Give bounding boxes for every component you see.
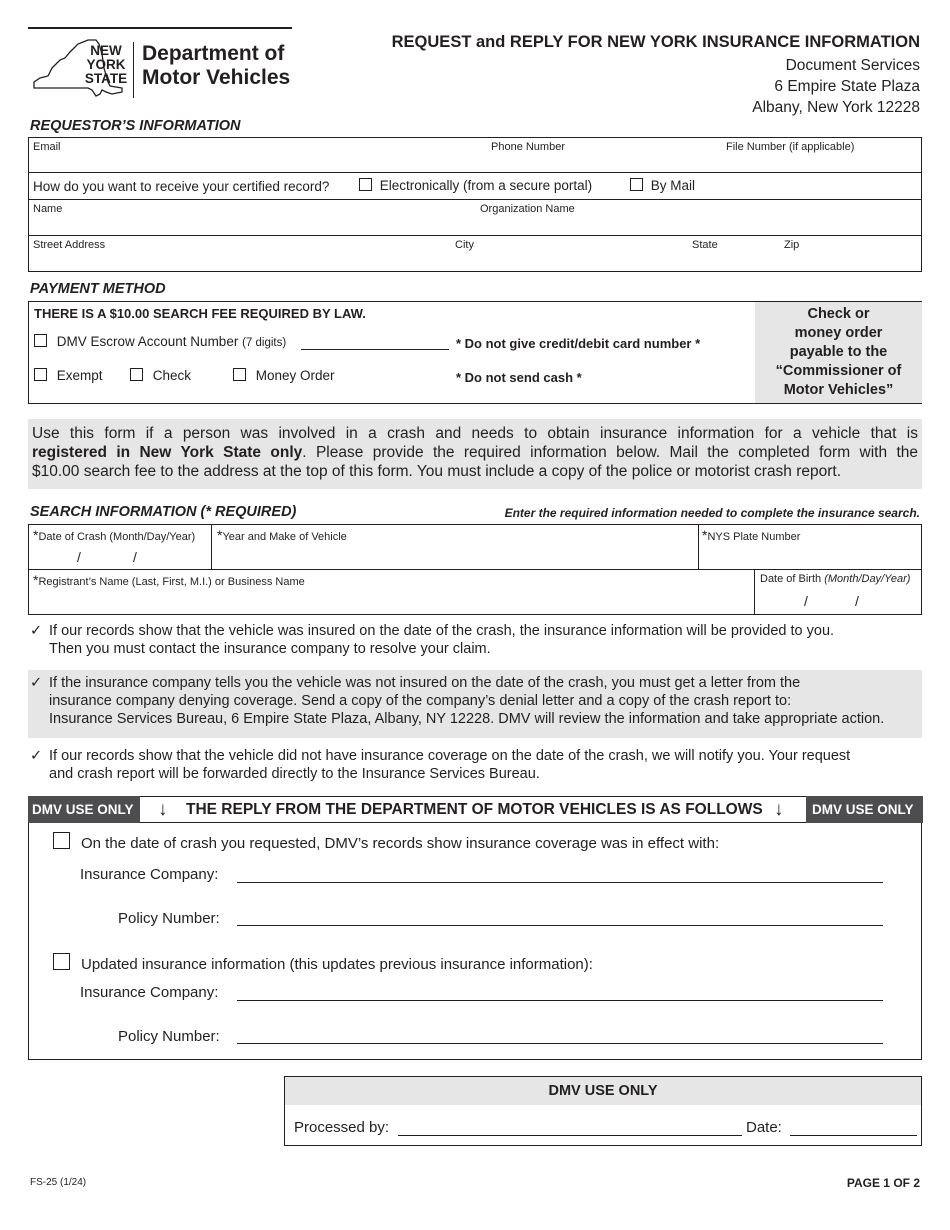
- mail-checkbox[interactable]: [630, 178, 643, 191]
- phone-field[interactable]: Phone Number: [491, 141, 565, 153]
- arrow-down-icon: ↓: [774, 799, 784, 820]
- form-title: REQUEST and REPLY FOR NEW YORK INSURANCE INFORMATION: [391, 33, 920, 51]
- payment-section: [28, 301, 922, 404]
- exempt-checkbox[interactable]: [34, 368, 47, 381]
- logo-state: NEW YORK STATE: [84, 43, 128, 86]
- policy-number-input-2[interactable]: [237, 1043, 883, 1044]
- zip-field[interactable]: Zip: [784, 239, 800, 251]
- bullet-no-coverage: ✓ If our records show that the vehicle did not have insurance coverage on the date of the crash, we will notify you. Your request and crash report will be forwarded directly to the Insurance Services Bureau.: [30, 748, 851, 782]
- insurance-company-input-2[interactable]: [237, 1000, 883, 1001]
- processed-date-label: Date:: [746, 1119, 782, 1136]
- processed-date-input[interactable]: [790, 1135, 917, 1136]
- checkmark-icon: ✓: [30, 748, 43, 764]
- checkmark-icon: ✓: [30, 623, 43, 639]
- crash-date-separator-1: /: [77, 549, 81, 565]
- organization-field[interactable]: Organization Name: [480, 203, 575, 215]
- updated-statement: Updated insurance information (this updates previous insurance information):: [81, 956, 593, 973]
- check-option[interactable]: Check: [130, 368, 191, 383]
- coverage-statement: On the date of crash you requested, DMV’s records show insurance coverage was in effect with:: [81, 835, 720, 852]
- dmv-reply-section: [28, 796, 922, 1060]
- escrow-checkbox[interactable]: [34, 334, 47, 347]
- arrow-down-icon: ↓: [158, 799, 168, 820]
- search-heading: SEARCH INFORMATION (* REQUIRED): [30, 504, 297, 520]
- dmv-use-only-right: DMV USE ONLY: [806, 796, 923, 823]
- dob-field[interactable]: Date of Birth (Month/Day/Year): [760, 573, 911, 585]
- bullet-not-insured: ✓ If the insurance company tells you the vehicle was not insured on the date of the crash, you must get a letter from the insurance company denying coverage. Send a copy of the company’s denial letter and a copy of the crash report to: Insurance Services Bureau, 6 Empire State Plaza, Albany, NY 12228. DMV will review the information and take appropriate action.: [28, 670, 922, 738]
- electronic-checkbox[interactable]: [359, 178, 372, 191]
- state-field[interactable]: State: [692, 239, 718, 251]
- crash-date-field[interactable]: *Date of Crash (Month/Day/Year): [33, 527, 196, 543]
- mailing-address: Document Services 6 Empire State Plaza Albany, New York 12228: [752, 57, 920, 116]
- checkmark-icon: ✓: [30, 675, 43, 691]
- city-field[interactable]: City: [455, 239, 474, 251]
- page-number: PAGE 1 OF 2: [846, 1176, 920, 1190]
- payment-heading: PAYMENT METHOD: [30, 281, 166, 297]
- no-card-warning: * Do not give credit/debit card number *: [456, 336, 701, 351]
- plate-field[interactable]: *NYS Plate Number: [702, 527, 801, 543]
- delivery-question: How do you want to receive your certified record?: [33, 179, 330, 194]
- money-order-option[interactable]: Money Order: [233, 368, 335, 383]
- escrow-option[interactable]: DMV Escrow Account Number (7 digits): [34, 334, 286, 349]
- year-make-field[interactable]: *Year and Make of Vehicle: [217, 527, 347, 543]
- dmv-use-only-left: DMV USE ONLY: [28, 796, 140, 823]
- insurance-company-label-2: Insurance Company:: [80, 984, 219, 1001]
- insurance-company-input-1[interactable]: [237, 882, 883, 883]
- payable-to-box: Check or money order payable to the “Commissioner of Motor Vehicles”: [755, 302, 922, 403]
- money-order-checkbox[interactable]: [233, 368, 246, 381]
- check-checkbox[interactable]: [130, 368, 143, 381]
- registrant-field[interactable]: *Registrant’s Name (Last, First, M.I.) or Business Name: [33, 572, 305, 588]
- dob-separator-2: /: [855, 593, 859, 609]
- form-id: FS-25 (1/24): [30, 1177, 87, 1188]
- policy-number-label-1: Policy Number:: [118, 910, 220, 927]
- email-field[interactable]: Email: [33, 141, 61, 153]
- policy-number-label-2: Policy Number:: [118, 1028, 220, 1045]
- dob-separator-1: /: [804, 593, 808, 609]
- coverage-checkbox[interactable]: [53, 832, 70, 849]
- escrow-number-input[interactable]: [301, 349, 449, 350]
- processing-heading: DMV USE ONLY: [285, 1077, 921, 1105]
- exempt-option[interactable]: Exempt: [34, 368, 103, 383]
- search-instruction: Enter the required information needed to complete the insurance search.: [504, 506, 920, 520]
- insurance-company-label-1: Insurance Company:: [80, 866, 219, 883]
- fee-notice: THERE IS A $10.00 SEARCH FEE REQUIRED BY LAW.: [34, 306, 366, 321]
- crash-date-separator-2: /: [133, 549, 137, 565]
- usage-notice: Use this form if a person was involved in a crash and needs to obtain insurance information for a vehicle that is registered in New York State only. Please provide the required information below. Mail the completed form with the $10.00 search fee to the address at the top of this form. You must include a copy of the police or motorist crash report.: [28, 419, 922, 489]
- policy-number-input-1[interactable]: [237, 925, 883, 926]
- no-cash-warning: * Do not send cash *: [456, 370, 582, 385]
- processed-by-label: Processed by:: [294, 1119, 390, 1136]
- requestor-heading: REQUESTOR’S INFORMATION: [30, 118, 241, 134]
- header-rule: [28, 27, 292, 29]
- bullet-insured: ✓ If our records show that the vehicle was insured on the date of the crash, the insurance information will be provided to you. Then you must contact the insurance company to resolve your claim.: [30, 623, 835, 657]
- name-field[interactable]: Name: [33, 203, 63, 215]
- search-section: [28, 524, 922, 615]
- file-number-field[interactable]: File Number (if applicable): [726, 141, 855, 153]
- street-field[interactable]: Street Address: [33, 239, 106, 251]
- reply-banner: ↓ THE REPLY FROM THE DEPARTMENT OF MOTOR VEHICLES IS AS FOLLOWS ↓: [140, 797, 807, 823]
- mail-option[interactable]: By Mail: [630, 178, 695, 193]
- electronic-option[interactable]: Electronically (from a secure portal): [359, 178, 592, 193]
- processed-by-input[interactable]: [398, 1135, 742, 1136]
- updated-checkbox[interactable]: [53, 953, 70, 970]
- processing-section: [284, 1076, 922, 1146]
- logo-divider: [133, 42, 134, 98]
- logo-department: Department of Motor Vehicles: [142, 42, 291, 89]
- requestor-section: [28, 137, 922, 272]
